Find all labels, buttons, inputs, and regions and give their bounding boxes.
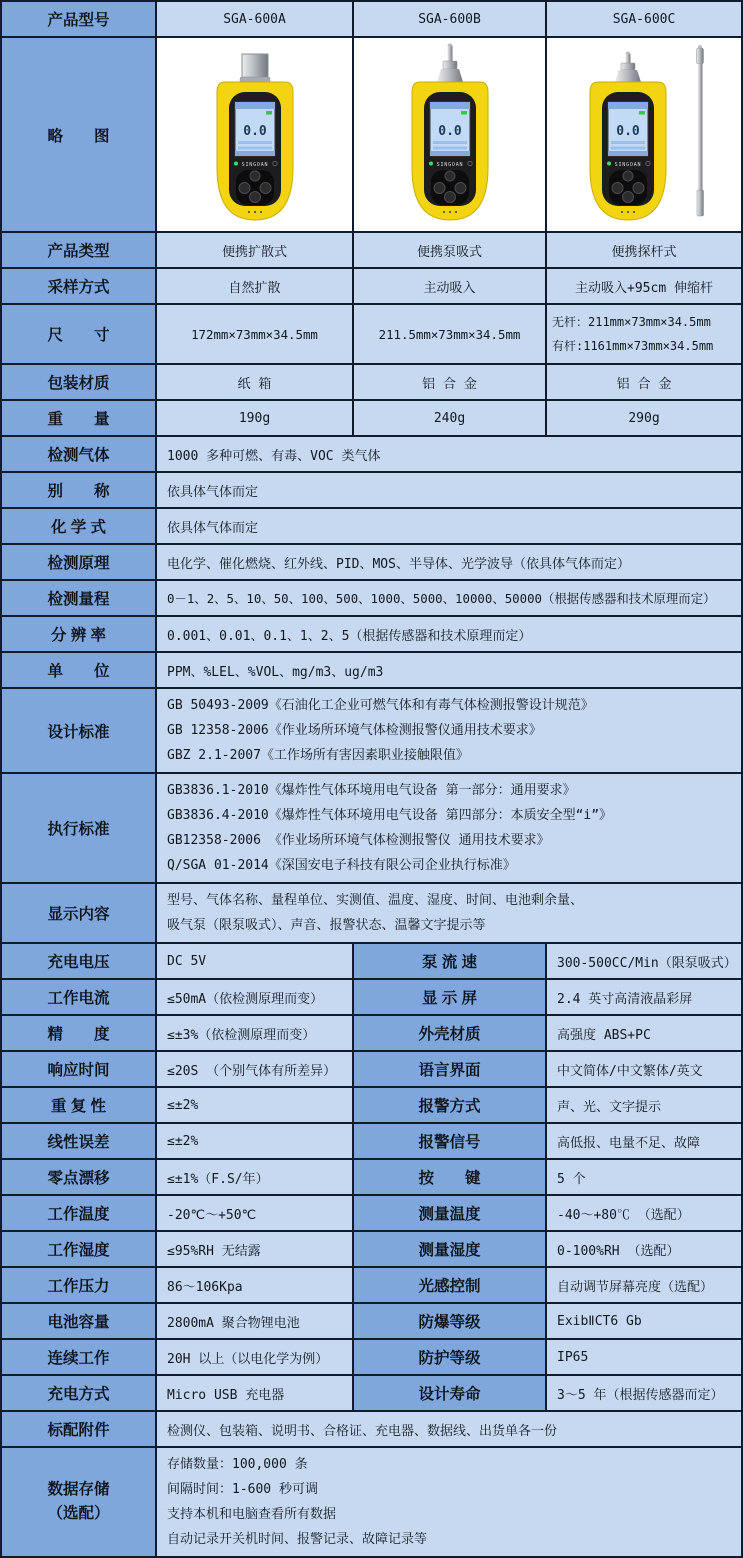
value-sampling-a: 自然扩散 — [157, 269, 352, 303]
design-standard-line: GB 50493-2009《石油化工企业可燃气体和有毒气体检测报警设计规范》 — [167, 698, 594, 713]
label-product-type: 产品类型 — [2, 233, 155, 267]
value-weight-b: 240g — [354, 401, 545, 435]
value-linearity-error: ≤±2% — [157, 1124, 352, 1158]
executive-standard-line: Q/SGA 01-2014《深国安电子科技有限公司企业执行标准》 — [167, 858, 516, 873]
brand-label: SINGOAN — [241, 161, 268, 168]
value-detection-principle: 电化学、催化燃烧、红外线、PID、MOS、半导体、光学波导（依具体气体而定） — [157, 545, 741, 579]
data-storage-label-line2: （选配） — [47, 1505, 110, 1522]
value-zero-drift: ≤±1%（F.S/年） — [157, 1160, 352, 1194]
brand-label: SINGOAN — [614, 161, 642, 168]
label-detected-gases: 检测气体 — [2, 437, 155, 471]
value-weight-a: 190g — [157, 401, 352, 435]
value-dimensions-c — [547, 305, 741, 363]
value-charging-voltage: DC 5V — [157, 944, 352, 978]
value-display-content — [157, 884, 741, 942]
value-pump-flow: 300-500CC/Min（限泵吸式） — [547, 944, 741, 978]
value-weight-c: 290g — [547, 401, 741, 435]
value-charging-method: Micro USB 充电器 — [157, 1376, 352, 1410]
label-detection-range: 检测量程 — [2, 581, 155, 615]
value-language-ui: 中文简体/中文繁体/英文 — [547, 1052, 741, 1086]
executive-standard-line: GB12358-2006 《作业场所环境气体检测报警仪 通用技术要求》 — [167, 833, 550, 848]
label-buttons: 按 键 — [354, 1160, 545, 1194]
gas-detector-pump-image — [375, 42, 525, 228]
value-product-type-b: 便携泵吸式 — [354, 233, 545, 267]
value-measure-temperature: -40～+80℃ （选配） — [547, 1196, 741, 1230]
dimensions-c-line2: 有杆:1161mm×73mm×34.5mm — [552, 339, 714, 353]
value-continuous-working: 20H 以上（以电化学为例） — [157, 1340, 352, 1374]
device-image-sga-600b — [354, 38, 545, 231]
header-label-product-model: 产品型号 — [2, 2, 155, 36]
label-executive-standards: 执行标准 — [2, 774, 155, 882]
value-accuracy: ≤±3%（依检测原理而变） — [157, 1016, 352, 1050]
label-working-pressure: 工作压力 — [2, 1268, 155, 1302]
value-dimensions-b: 211.5mm×73mm×34.5mm — [354, 305, 545, 363]
data-storage-line: 自动记录开关机时间、报警记录、故障记录等 — [167, 1532, 428, 1547]
label-working-current: 工作电流 — [2, 980, 155, 1014]
value-dimensions-a: 172mm×73mm×34.5mm — [157, 305, 352, 363]
label-pump-flow: 泵 流 速 — [354, 944, 545, 978]
label-display-screen: 显 示 屏 — [354, 980, 545, 1014]
battery-icon — [461, 111, 467, 115]
value-packaging-b: 铝 合 金 — [354, 365, 545, 399]
label-weight: 重 量 — [2, 401, 155, 435]
label-design-life: 设计寿命 — [354, 1376, 545, 1410]
value-working-temperature: -20℃～+50℃ — [157, 1196, 352, 1230]
value-design-life: 3～5 年（根据传感器而定） — [547, 1376, 741, 1410]
model-name-a: SGA-600A — [157, 2, 352, 36]
probe — [447, 46, 452, 61]
label-protection-grade: 防护等级 — [354, 1340, 545, 1374]
probe — [626, 54, 631, 63]
label-explosion-proof-grade: 防爆等级 — [354, 1304, 545, 1338]
label-light-sensor-control: 光感控制 — [354, 1268, 545, 1302]
value-standard-accessories: 检测仪、包装箱、说明书、合格证、充电器、数据线、出货单各一份 — [157, 1412, 741, 1446]
value-alarm-mode: 声、光、文字提示 — [547, 1088, 741, 1122]
value-sampling-b: 主动吸入 — [354, 269, 545, 303]
label-alarm-mode: 报警方式 — [354, 1088, 545, 1122]
label-accuracy: 精 度 — [2, 1016, 155, 1050]
value-working-humidity: ≤95%RH 无结露 — [157, 1232, 352, 1266]
model-name-c: SGA-600C — [547, 2, 741, 36]
value-packaging-c: 铝 合 金 — [547, 365, 741, 399]
value-response-time: ≤20S （个别气体有所差异） — [157, 1052, 352, 1086]
value-alias: 依具体气体而定 — [157, 473, 741, 507]
value-measure-humidity: 0-100%RH （选配） — [547, 1232, 741, 1266]
value-resolution: 0.001、0.01、0.1、1、2、5（根据传感器和技术原理而定） — [157, 617, 741, 651]
value-shell-material: 高强度 ABS+PC — [547, 1016, 741, 1050]
label-shell-material: 外壳材质 — [354, 1016, 545, 1050]
display-content-line: 型号、气体名称、量程单位、实测值、温度、湿度、时间、电池剩余量、 — [167, 893, 584, 908]
value-design-standards — [157, 689, 741, 772]
brand-label: SINGOAN — [436, 161, 463, 168]
label-alarm-signal: 报警信号 — [354, 1124, 545, 1158]
label-design-standards: 设计标准 — [2, 689, 155, 772]
power-led — [429, 161, 433, 165]
battery-icon — [639, 111, 645, 115]
gas-detector-diffusion-image — [180, 42, 330, 228]
value-product-type-a: 便携扩散式 — [157, 233, 352, 267]
display-content-line: 吸气泵（限泵吸式）、声音、报警状态、温馨文字提示等 — [167, 918, 486, 933]
label-sketch: 略 图 — [2, 38, 155, 231]
data-storage-line: 支持本机和电脑查看所有数据 — [167, 1507, 337, 1522]
label-unit: 单 位 — [2, 653, 155, 687]
telescopic-rod — [697, 44, 704, 215]
label-battery-capacity: 电池容量 — [2, 1304, 155, 1338]
label-working-temperature: 工作温度 — [2, 1196, 155, 1230]
value-sampling-c: 主动吸入+95cm 伸缩杆 — [547, 269, 741, 303]
executive-standard-line: GB3836.4-2010《爆炸性气体环境用电气设备 第四部分：本质安全型“i”》 — [167, 808, 613, 823]
label-dimensions: 尺 寸 — [2, 305, 155, 363]
value-protection-grade: IP65 — [547, 1340, 741, 1374]
value-data-storage — [157, 1448, 741, 1556]
label-detection-principle: 检测原理 — [2, 545, 155, 579]
value-unit: PPM、%LEL、%VOL、mg/m3、ug/m3 — [157, 653, 741, 687]
label-sampling-method: 采样方式 — [2, 269, 155, 303]
label-alias: 别 称 — [2, 473, 155, 507]
label-chemical-formula: 化 学 式 — [2, 509, 155, 543]
value-repeatability: ≤±2% — [157, 1088, 352, 1122]
label-charging-voltage: 充电电压 — [2, 944, 155, 978]
label-zero-drift: 零点漂移 — [2, 1160, 155, 1194]
value-alarm-signal: 高低报、电量不足、故障 — [547, 1124, 741, 1158]
dimensions-c-line1: 无杆：211mm×73mm×34.5mm — [552, 315, 711, 329]
value-battery-capacity: 2800mA 聚合物锂电池 — [157, 1304, 352, 1338]
battery-icon — [266, 111, 272, 115]
screen-reading: 0.0 — [616, 123, 640, 139]
label-language-ui: 语言界面 — [354, 1052, 545, 1086]
value-display-screen: 2.4 英寸高清液晶彩屏 — [547, 980, 741, 1014]
device-image-sga-600a — [157, 38, 352, 231]
label-data-storage — [2, 1448, 155, 1556]
label-measure-humidity: 测量湿度 — [354, 1232, 545, 1266]
value-explosion-proof-grade: ExibⅡCT6 Gb — [547, 1304, 741, 1338]
label-charging-method: 充电方式 — [2, 1376, 155, 1410]
executive-standard-line: GB3836.1-2010《爆炸性气体环境用电气设备 第一部分：通用要求》 — [167, 783, 576, 798]
value-product-type-c: 便携探杆式 — [547, 233, 741, 267]
label-response-time: 响应时间 — [2, 1052, 155, 1086]
value-executive-standards — [157, 774, 741, 882]
gas-detector-probe-rod-image — [569, 42, 719, 228]
screen-reading: 0.0 — [242, 123, 267, 139]
power-led — [607, 161, 611, 165]
label-continuous-working: 连续工作 — [2, 1340, 155, 1374]
value-detection-range: 0－1、2、5、10、50、100、500、1000、5000、10000、50000（根据传感器和技术原理而定） — [157, 581, 741, 615]
power-led — [234, 161, 238, 165]
model-name-b: SGA-600B — [354, 2, 545, 36]
value-working-pressure: 86～106Kpa — [157, 1268, 352, 1302]
value-chemical-formula: 依具体气体而定 — [157, 509, 741, 543]
device-image-sga-600c — [547, 38, 741, 231]
label-repeatability: 重 复 性 — [2, 1088, 155, 1122]
value-buttons: 5 个 — [547, 1160, 741, 1194]
label-resolution: 分 辨 率 — [2, 617, 155, 651]
label-display-content: 显示内容 — [2, 884, 155, 942]
design-standard-line: GBZ 2.1-2007《工作场所有害因素职业接触限值》 — [167, 748, 469, 763]
value-detected-gases: 1000 多种可燃、有毒、VOC 类气体 — [157, 437, 741, 471]
data-storage-label-line1: 数据存储 — [47, 1481, 110, 1498]
value-packaging-a: 纸 箱 — [157, 365, 352, 399]
label-linearity-error: 线性误差 — [2, 1124, 155, 1158]
value-working-current: ≤50mA（依检测原理而变） — [157, 980, 352, 1014]
label-working-humidity: 工作湿度 — [2, 1232, 155, 1266]
label-measure-temperature: 测量温度 — [354, 1196, 545, 1230]
screen-reading: 0.0 — [437, 123, 462, 139]
data-storage-line: 间隔时间：1-600 秒可调 — [167, 1482, 318, 1497]
value-light-sensor-control: 自动调节屏幕亮度（选配） — [547, 1268, 741, 1302]
sensor-cap — [242, 54, 268, 79]
label-packaging-material: 包装材质 — [2, 365, 155, 399]
design-standard-line: GB 12358-2006《作业场所环境气体检测报警仪通用技术要求》 — [167, 723, 542, 738]
data-storage-line: 存储数量：100,000 条 — [167, 1457, 308, 1472]
label-standard-accessories: 标配附件 — [2, 1412, 155, 1446]
